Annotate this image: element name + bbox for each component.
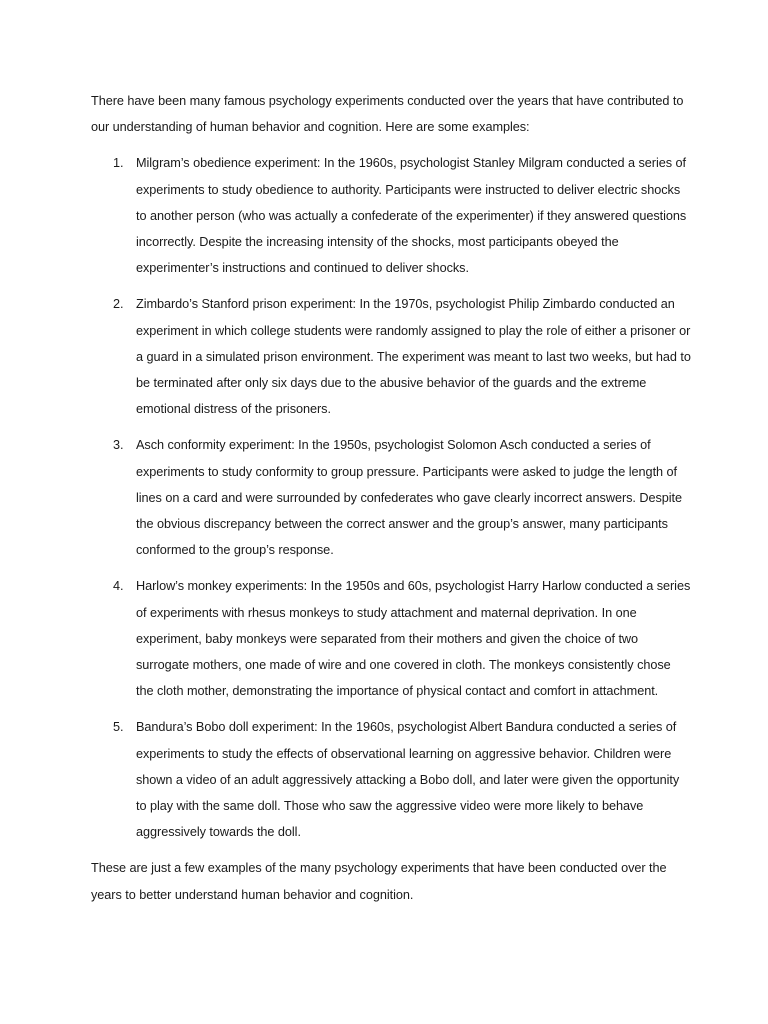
- list-item: [91, 432, 691, 563]
- list-item-number: 4.: [113, 579, 124, 594]
- outro-paragraph: These are just a few examples of the many psychology experiments that have been conducted over the years to better understand human behavior and cognition.: [91, 861, 667, 902]
- list-item-number: 3.: [113, 438, 124, 453]
- list-item-number: 1.: [113, 156, 124, 171]
- list-item-number: 5.: [113, 720, 124, 735]
- list-item-text: Bandura’s Bobo doll experiment: In the 1960s, psychologist Albert Bandura conducted a series of experiments to study the effects of observational learning on aggressive behavior. Children were shown a video of an adult aggressively attacking a Bobo doll, and later were given the opportunity to play with the same doll. Those who saw the aggressive video were more likely to behave aggressively towards the doll.: [136, 720, 680, 840]
- list-item-text: Harlow’s monkey experiments: In the 1950s and 60s, psychologist Harry Harlow conducted a series of experiments with rhesus monkeys to study attachment and maternal deprivation. In one experiment, baby monkeys were separated from their mothers and given the choice of two surrogate mothers, one made of wire and one covered in cloth. The monkeys consistently chose the cloth mother, demonstrating the importance of physical contact and comfort in attachment.: [136, 579, 691, 699]
- list-item-text: Zimbardo’s Stanford prison experiment: In the 1970s, psychologist Philip Zimbardo conducted an experiment in which college students were randomly assigned to play the role of either a prisoner or a guard in a simulated prison environment. The experiment was meant to last two weeks, but had to be terminated after only six days due to the abusive behavior of the guards and the extreme emotional distress of the prisoners.: [136, 297, 691, 417]
- experiment-list: [91, 150, 691, 845]
- intro-paragraph: There have been many famous psychology experiments conducted over the years that have contributed to our understanding of human behavior and cognition. Here are some examples:: [91, 94, 684, 135]
- list-item: [91, 714, 691, 845]
- list-item: [91, 573, 691, 704]
- list-item: [91, 291, 691, 422]
- document-page: [91, 88, 691, 908]
- list-item-number: 2.: [113, 297, 124, 312]
- list-item-text: Milgram’s obedience experiment: In the 1960s, psychologist Stanley Milgram conducted a series of experiments to study obedience to authority. Participants were instructed to deliver electric shocks to another person (who was actually a confederate of the experimenter) if they answered questions incorrectly. Despite the increasing intensity of the shocks, most participants obeyed the experimenter’s instructions and continued to deliver shocks.: [136, 156, 687, 276]
- list-item-text: Asch conformity experiment: In the 1950s, psychologist Solomon Asch conducted a series of experiments to study conformity to group pressure. Participants were asked to judge the length of lines on a card and were surrounded by confederates who gave clearly incorrect answers. Despite the obvious discrepancy between the correct answer and the group’s answer, many participants conformed to the group’s response.: [136, 438, 683, 558]
- list-item: [91, 150, 691, 281]
